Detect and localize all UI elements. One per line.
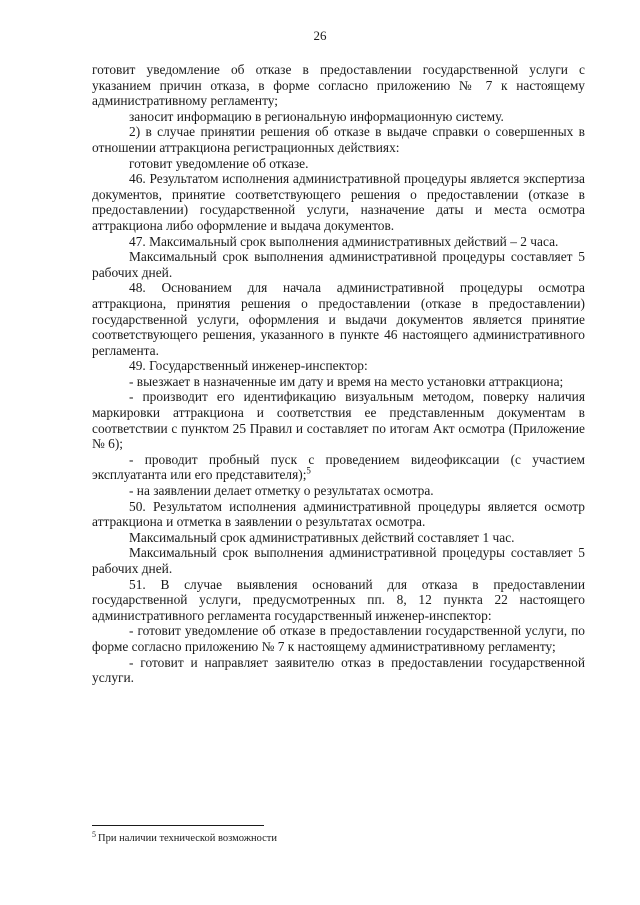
footnote-number: 5 [92,829,96,839]
footnote [92,829,585,845]
document-body [92,62,585,686]
list-item: - готовит уведомление об отказе в предоставлении государственной услуги, по форме согласно приложению № 7 к настоящему административному регламенту; [92,623,585,654]
paragraph: заносит информацию в региональную информационную систему. [129,108,504,124]
paragraph: готовит уведомление об отказе. [129,155,309,171]
paragraph: Максимальный срок выполнения административной процедуры составляет 5 рабочих дней. [92,249,585,280]
paragraph-item-50: 50. Результатом исполнения административной процедуры является осмотр аттракциона и отметка в заявлении о результатах осмотра. [92,498,585,530]
footnote-divider [92,825,264,826]
page-number: 26 [313,28,327,43]
paragraph-item-48: 48. Основанием для начала административной процедуры осмотра аттракциона, принятия решения о предоставлении (отказе в предоставлении) государственной услуги, оформления и выдачи документов является принятие соответствующего решения, указанного в пункте 46 настоящего административного регламента. [92,280,585,358]
list-item: - выезжает в назначенные им дату и время на место установки аттракциона; [129,373,564,389]
paragraph-item-49: 49. Государственный инженер-инспектор: [129,358,368,374]
list-item: - готовит и направляет заявителю отказ в предоставлении государственной услуги. [92,654,585,686]
paragraph: готовит уведомление об отказе в предоставлении государственной услуги с указанием причин отказа, в форме согласно приложению № 7 к настоящему административному регламенту; [92,62,585,109]
paragraph: 2) в случае принятии решения об отказе в выдаче справки о совершенных в отношении аттракциона регистрационных действиях: [92,124,585,155]
paragraph-item-46: 46. Результатом исполнения административной процедуры является экспертиза документов, принятие соответствующего решения о предоставлении (отказе в предоставлении) государственной услуги, назначение даты и места осмотра аттракциона либо оформление и выдача документов. [92,171,585,233]
list-item-with-footnote [92,452,585,483]
paragraph-item-47: 47. Максимальный срок выполнения административных действий – 2 часа. [129,233,559,249]
list-item-text: - проводит пробный пуск с проведением видеофиксации (с участием эксплуатанта или его представителя); [92,451,585,483]
footnote-text: При наличии технической возможности [98,833,277,844]
list-item: - производит его идентификацию визуальным методом, поверку наличия маркировки аттракциона и соответствия ее представленным документам в соответствии с пунктом 25 Правил и составляет по итогам Акт осмотра (Приложение № 6); [92,389,585,452]
paragraph: Максимальный срок административных действий составляет 1 час. [129,529,515,545]
footnote-reference[interactable]: 5 [306,465,311,476]
list-item: - на заявлении делает отметку о результатах осмотра. [129,483,434,499]
paragraph: Максимальный срок выполнения административной процедуры составляет 5 рабочих дней. [92,545,585,576]
paragraph-item-51: 51. В случае выявления оснований для отказа в предоставлении государственной услуги, предусмотренных пп. 8, 12 пункта 22 настоящего административного регламента государственный инженер-инспектор: [92,576,585,623]
